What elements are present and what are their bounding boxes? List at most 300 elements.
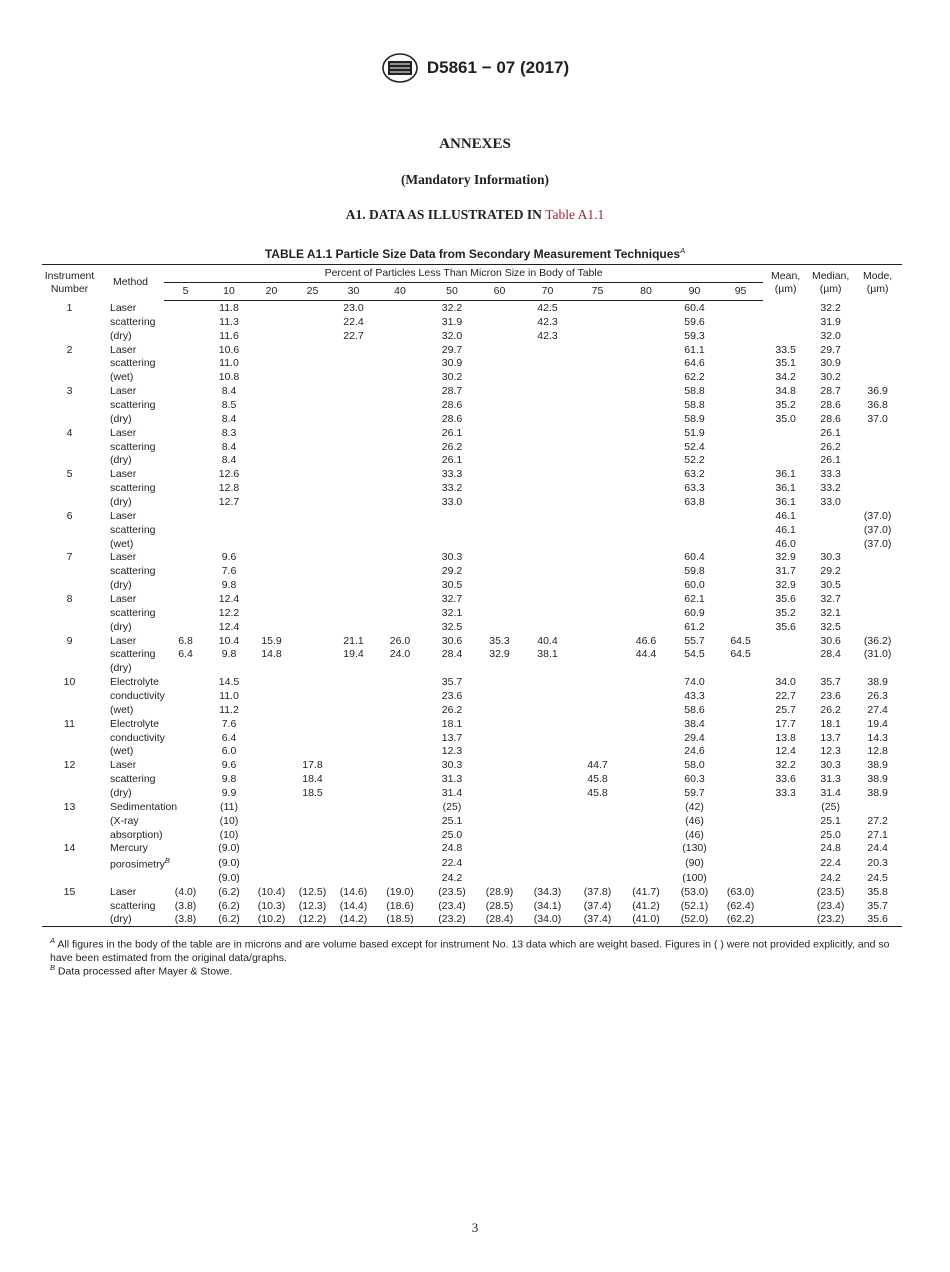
page-header [0, 50, 950, 86]
value-cell: 25.0 [441, 828, 463, 841]
value-cell: 15.9 [261, 634, 282, 647]
value-cell [763, 315, 808, 329]
value-cell [574, 523, 621, 537]
value-cell [374, 703, 426, 717]
value-cell: (14.2) [333, 912, 374, 926]
instrument-number-cell: 11 [64, 717, 75, 730]
instrument-number-cell [42, 453, 97, 467]
instrument-number-cell [42, 647, 97, 661]
value-cell: (3.8) [174, 899, 197, 912]
method-text: (wet) [110, 371, 134, 384]
value-cell [478, 592, 521, 606]
value-cell [718, 689, 763, 703]
method-cell [97, 578, 164, 592]
value-cell [374, 509, 426, 523]
header-col-80: 80 [621, 283, 671, 301]
value-cell [374, 315, 426, 329]
value-cell [292, 842, 333, 856]
method-text: Laser [110, 759, 137, 772]
method-text: (dry) [110, 787, 132, 799]
value-cell [292, 745, 333, 759]
value-cell [164, 606, 207, 620]
value-cell: 28.4 [441, 648, 463, 661]
value-cell [478, 786, 521, 800]
value-cell [164, 814, 207, 828]
value-cell [574, 634, 621, 648]
table-row [42, 855, 902, 871]
value-cell [621, 592, 671, 606]
value-cell [292, 426, 333, 440]
value-cell: 33.0 [441, 495, 463, 508]
value-cell: 33.5 [775, 343, 796, 356]
value-cell [374, 675, 426, 689]
value-cell: (52.1) [680, 899, 709, 912]
value-cell: 35.6 [853, 912, 902, 926]
value-cell [621, 315, 671, 329]
value-cell [292, 717, 333, 731]
value-cell: 37.0 [867, 412, 888, 425]
table-row [42, 647, 902, 661]
value-cell [251, 412, 292, 426]
value-cell [374, 871, 426, 885]
value-cell [478, 509, 521, 523]
value-cell [207, 509, 251, 523]
method-cell [97, 912, 164, 926]
value-cell: (36.2) [863, 634, 892, 647]
value-cell: 64.6 [684, 357, 705, 370]
value-cell [718, 481, 763, 495]
table-row [42, 842, 902, 856]
value-cell: 64.5 [730, 648, 751, 661]
value-cell: (41.2) [632, 899, 660, 912]
value-cell [478, 412, 521, 426]
value-cell [808, 523, 853, 537]
method-cell [97, 717, 164, 731]
value-cell [251, 343, 292, 357]
value-cell [164, 592, 207, 606]
value-cell: (34.1) [533, 899, 562, 912]
value-cell [718, 661, 763, 675]
method-text: Laser [110, 301, 137, 314]
value-cell: 30.3 [441, 759, 463, 772]
value-cell [164, 343, 207, 357]
value-cell [763, 647, 808, 661]
value-cell [718, 717, 763, 731]
instrument-number-cell [42, 370, 97, 384]
value-cell [621, 786, 671, 800]
value-cell [251, 481, 292, 495]
value-cell [718, 564, 763, 578]
table-row [42, 634, 902, 648]
table-row [42, 509, 902, 523]
value-cell [374, 772, 426, 786]
value-cell: 25.1 [441, 814, 463, 827]
mandatory-info-heading: (Mandatory Information) [400, 172, 550, 187]
value-cell: 31.9 [441, 315, 463, 328]
method-cell [97, 647, 164, 661]
value-cell: (46) [685, 828, 704, 841]
value-cell: (3.8) [164, 912, 207, 926]
value-cell [478, 606, 521, 620]
value-cell [426, 661, 478, 675]
value-cell [763, 912, 808, 926]
value-cell [621, 717, 671, 731]
value-cell [718, 772, 763, 786]
value-cell [333, 800, 374, 814]
value-cell [853, 481, 902, 495]
value-cell [164, 453, 207, 467]
value-cell [333, 772, 374, 786]
value-cell: 32.1 [820, 606, 841, 619]
table-row [42, 592, 902, 606]
table-row [42, 899, 902, 913]
value-cell: 35.2 [775, 606, 796, 619]
value-cell [621, 453, 671, 467]
value-cell [718, 758, 763, 772]
value-cell: 58.8 [684, 398, 705, 411]
value-cell: 42.3 [537, 329, 558, 342]
value-cell [521, 592, 574, 606]
value-cell: 24.0 [389, 648, 411, 661]
value-cell [574, 800, 621, 814]
value-cell: 8.3 [221, 426, 237, 439]
value-cell [333, 426, 374, 440]
value-cell [478, 537, 521, 551]
value-cell: (25) [442, 800, 462, 813]
method-text: (dry) [110, 454, 132, 467]
value-cell [251, 426, 292, 440]
value-cell: 12.4 [218, 620, 240, 633]
value-cell [574, 745, 621, 759]
value-cell: (23.2) [426, 912, 478, 926]
value-cell [621, 329, 671, 343]
method-cell [97, 384, 164, 398]
value-cell: 35.7 [441, 676, 463, 689]
value-cell: 11.2 [219, 703, 239, 716]
value-cell: 6.8 [178, 634, 193, 647]
value-cell [671, 509, 718, 523]
instrument-number-cell [42, 356, 97, 370]
method-cell [97, 481, 164, 495]
value-cell: 52.2 [684, 454, 705, 467]
value-cell: 30.6 [441, 634, 463, 647]
method-text: conductivity [110, 689, 165, 702]
value-cell [292, 661, 333, 675]
value-cell: (25) [821, 800, 840, 813]
value-cell: 59.8 [684, 565, 705, 578]
value-cell [574, 301, 621, 315]
table-a1-link[interactable]: Table A1.1 [545, 207, 605, 222]
value-cell [621, 814, 671, 828]
value-cell [251, 786, 292, 800]
table-row [42, 772, 902, 786]
method-cell [97, 495, 164, 509]
value-cell [718, 620, 763, 634]
method-cell [97, 426, 164, 440]
value-cell: 33.6 [775, 773, 796, 786]
value-cell [164, 370, 207, 384]
method-text: (dry) [110, 620, 132, 633]
value-cell [333, 523, 374, 537]
value-cell [292, 370, 333, 384]
value-cell [478, 758, 521, 772]
value-cell [521, 578, 574, 592]
value-cell [333, 550, 374, 564]
value-cell: 19.4 [343, 648, 364, 661]
value-cell: 43.3 [684, 689, 705, 702]
value-cell: 7.6 [221, 565, 237, 578]
value-cell [164, 828, 207, 842]
table-body [42, 301, 902, 927]
value-cell: 35.7 [867, 899, 888, 912]
value-cell [621, 564, 671, 578]
value-cell: 23.6 [820, 689, 841, 702]
method-text: scattering [110, 648, 156, 661]
value-cell: 63.2 [684, 468, 705, 481]
value-cell [574, 329, 621, 343]
table-row [42, 315, 902, 329]
header-percent: Percent of Particles Less Than Micron Size in Body of Table [164, 265, 763, 283]
value-cell [521, 689, 574, 703]
header-mean: Mean, (µm) [763, 265, 808, 301]
value-cell: 32.9 [775, 551, 796, 564]
value-cell [853, 578, 902, 592]
instrument-number-cell [42, 606, 97, 620]
value-cell: 58.8 [684, 385, 705, 398]
value-cell [763, 828, 808, 842]
method-text: (dry) [110, 913, 132, 926]
value-cell: 10.6 [218, 343, 240, 356]
value-cell [574, 606, 621, 620]
value-cell [574, 426, 621, 440]
value-cell [718, 356, 763, 370]
value-cell [808, 509, 853, 523]
value-cell [374, 398, 426, 412]
value-cell: 36.1 [775, 482, 796, 495]
value-cell [251, 758, 292, 772]
value-cell: (23.2) [808, 912, 853, 926]
value-cell [164, 564, 207, 578]
footnote-b [50, 961, 902, 979]
value-cell: 32.1 [441, 606, 463, 619]
value-cell: 11.8 [219, 301, 239, 314]
value-cell [164, 495, 207, 509]
method-cell [97, 634, 164, 648]
value-cell [251, 329, 292, 343]
value-cell [574, 578, 621, 592]
value-cell: 8.4 [221, 440, 237, 453]
table-row [42, 912, 902, 926]
value-cell [374, 356, 426, 370]
value-cell [853, 343, 902, 357]
table-row [42, 745, 902, 759]
value-cell [333, 703, 374, 717]
table-row [42, 550, 902, 564]
value-cell [374, 329, 426, 343]
table-row [42, 412, 902, 426]
method-text: (dry) [110, 329, 132, 342]
value-cell: 11.0 [219, 357, 239, 370]
method-cell [97, 772, 164, 786]
value-cell [374, 606, 426, 620]
value-cell: 32.7 [441, 592, 463, 605]
value-cell [521, 703, 574, 717]
value-cell [718, 523, 763, 537]
value-cell [478, 453, 521, 467]
value-cell [478, 661, 521, 675]
particle-size-table [42, 264, 902, 927]
value-cell [164, 786, 207, 800]
value-cell [763, 842, 808, 856]
header-col-95: 95 [718, 283, 763, 301]
value-cell [374, 842, 426, 856]
value-cell: 34.8 [775, 385, 796, 398]
value-cell: 32.5 [820, 620, 841, 633]
value-cell [374, 814, 426, 828]
method-text: scattering [110, 357, 156, 370]
value-cell: 35.3 [489, 634, 510, 647]
value-cell: 12.6 [218, 468, 240, 481]
value-cell [478, 855, 521, 871]
value-cell [574, 398, 621, 412]
value-cell: (12.2) [292, 912, 333, 926]
table-row [42, 786, 902, 800]
value-cell: (28.4) [478, 912, 521, 926]
value-cell [718, 370, 763, 384]
value-cell [478, 871, 521, 885]
value-cell [251, 440, 292, 454]
value-cell: 45.8 [587, 787, 608, 799]
value-cell [374, 717, 426, 731]
method-cell [97, 885, 164, 899]
value-cell [621, 440, 671, 454]
value-cell [478, 481, 521, 495]
value-cell: (9.0) [218, 842, 240, 855]
method-text: conductivity [110, 731, 165, 744]
method-text: absorption) [110, 828, 163, 841]
value-cell [718, 606, 763, 620]
value-cell: 17.7 [775, 717, 796, 730]
value-cell [621, 495, 671, 509]
value-cell: 32.2 [775, 759, 796, 772]
instrument-number-cell: 15 [63, 885, 76, 898]
table-row [42, 537, 902, 551]
method-cell [97, 329, 164, 343]
method-text: (dry) [110, 412, 132, 425]
value-cell: 9.9 [221, 787, 237, 799]
value-cell [574, 440, 621, 454]
value-cell: 18.5 [302, 787, 323, 799]
value-cell [164, 703, 207, 717]
method-text: Laser [110, 343, 137, 356]
value-cell: 12.7 [218, 495, 240, 508]
value-cell: (12.3) [298, 899, 327, 912]
instrument-number-cell [42, 871, 97, 885]
method-cell [97, 800, 178, 814]
value-cell: 36.8 [867, 398, 888, 411]
method-text: (dry) [110, 579, 132, 592]
value-cell: 22.4 [343, 315, 364, 328]
value-cell [574, 481, 621, 495]
value-cell: 35.1 [775, 357, 796, 370]
table-row [42, 453, 902, 467]
table-row [42, 467, 902, 481]
method-cell [97, 467, 164, 481]
value-cell [478, 495, 521, 509]
value-cell: 18.1 [441, 717, 463, 730]
value-cell [251, 745, 292, 759]
value-cell [718, 537, 763, 551]
value-cell [763, 329, 808, 343]
value-cell [478, 356, 521, 370]
value-cell [521, 814, 574, 828]
value-cell [521, 717, 574, 731]
value-cell: 12.8 [867, 745, 888, 758]
value-cell [621, 855, 671, 871]
value-cell [621, 703, 671, 717]
table-row [42, 606, 902, 620]
value-cell [574, 620, 621, 634]
value-cell: (10.3) [257, 899, 286, 912]
value-cell [164, 758, 207, 772]
value-cell: (52.0) [671, 912, 718, 926]
value-cell: (6.2) [207, 912, 251, 926]
method-text: (wet) [110, 703, 134, 716]
value-cell [374, 828, 426, 842]
value-cell [478, 550, 521, 564]
value-cell [478, 800, 521, 814]
value-cell: 35.0 [775, 412, 796, 425]
instrument-number-cell [42, 855, 97, 871]
value-cell [763, 871, 808, 885]
table-row [42, 301, 902, 315]
value-cell [478, 745, 521, 759]
value-cell [292, 814, 333, 828]
value-cell: 30.5 [820, 579, 841, 592]
value-cell [763, 885, 808, 899]
method-text: scattering [110, 482, 156, 495]
method-text: scattering [110, 315, 156, 328]
value-cell [478, 703, 521, 717]
value-cell [621, 578, 671, 592]
value-cell [853, 495, 902, 509]
value-cell [164, 440, 207, 454]
value-cell: 26.2 [820, 703, 841, 716]
value-cell: 30.2 [820, 371, 841, 384]
value-cell [574, 828, 621, 842]
table-row [42, 758, 902, 772]
instrument-number-cell [42, 398, 97, 412]
value-cell [164, 537, 207, 551]
value-cell [374, 523, 426, 537]
value-cell: (42) [685, 800, 704, 813]
value-cell [333, 384, 374, 398]
value-cell: 51.9 [684, 426, 705, 439]
value-cell [292, 550, 333, 564]
value-cell: 60.3 [684, 773, 705, 786]
value-cell: 8.4 [221, 412, 237, 425]
value-cell [374, 343, 426, 357]
value-cell: 36.9 [867, 385, 888, 398]
method-cell [97, 440, 164, 454]
method-text: Laser [110, 509, 137, 522]
value-cell [763, 453, 808, 467]
value-cell [853, 329, 902, 343]
value-cell [333, 871, 374, 885]
table-row [42, 440, 902, 454]
header-row-1 [42, 265, 902, 283]
value-cell [292, 509, 333, 523]
